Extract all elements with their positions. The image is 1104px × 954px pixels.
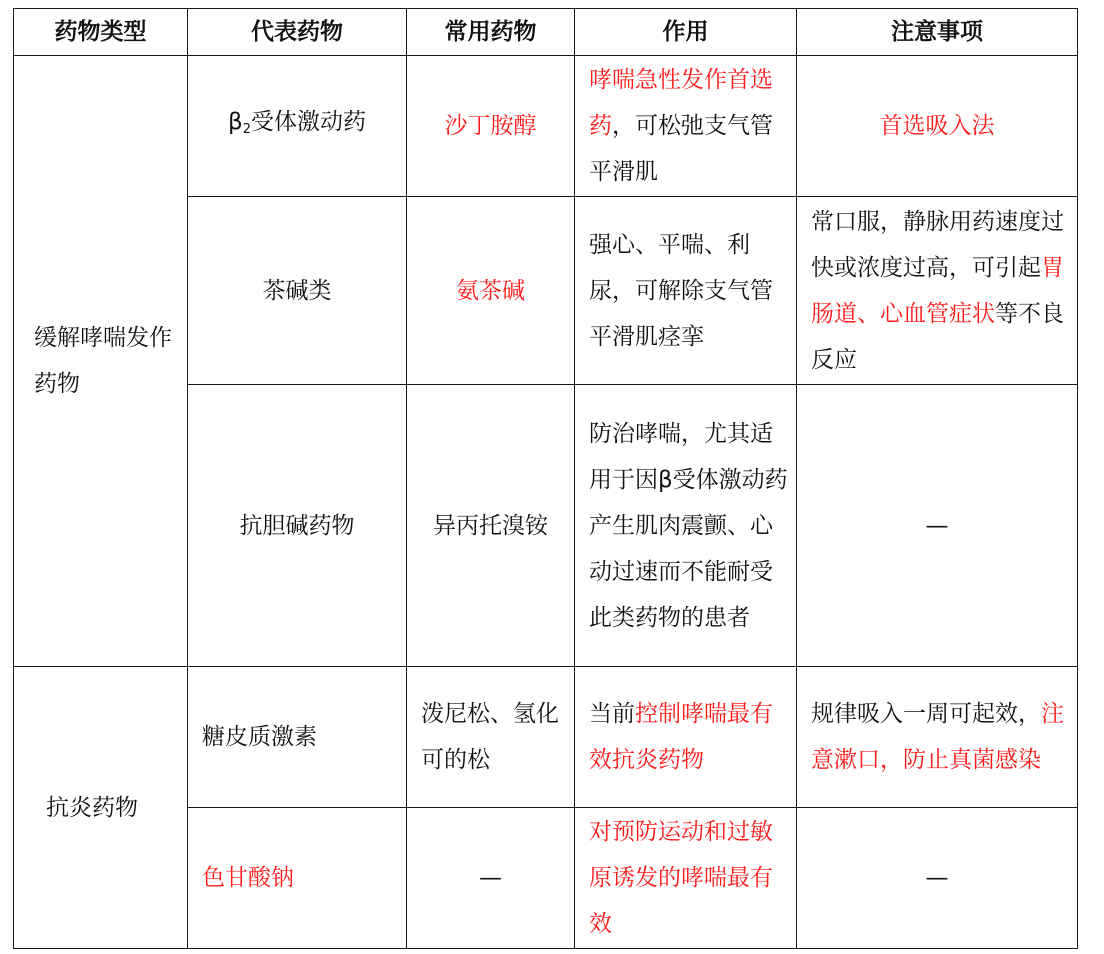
notes-cell [797, 197, 1078, 385]
header-representative-drug: 代表药物 [188, 9, 407, 56]
common-drug-cell: 氨茶碱 [407, 197, 575, 385]
table-row [14, 667, 1078, 808]
notes-text: 常口服，静脉用药速度过快或浓度过高，可引起 [811, 208, 1064, 281]
drug-type-label: 缓解哮喘发作药物 [34, 325, 172, 397]
drug-type-cell [14, 667, 188, 949]
header-drug-type: 药物类型 [14, 9, 188, 56]
common-drug-cell: 异丙托溴铵 [407, 385, 575, 667]
effect-highlight: 哮喘急性发作首选药 [589, 67, 773, 139]
notes-text: 规律吸入一周可起效， [811, 701, 1041, 727]
common-drug-cell: 沙丁胺醇 [407, 56, 575, 197]
common-drug-cell: — [407, 808, 575, 949]
effect-highlight: 控制哮喘最有效抗炎药物 [589, 701, 773, 773]
header-precautions: 注意事项 [797, 9, 1078, 56]
representative-drug-cell: 抗胆碱药物 [188, 385, 407, 667]
effect-text: ，可松弛支气管平滑肌 [589, 113, 773, 185]
rep-subscript: 2 [242, 122, 251, 137]
header-common-drug: 常用药物 [407, 9, 575, 56]
effect-cell: 对预防运动和过敏原诱发的哮喘最有效 [575, 808, 797, 949]
common-drug-cell: 泼尼松、氢化可的松 [407, 667, 575, 808]
notes-highlight: 注意漱口，防止真菌感染 [811, 701, 1064, 773]
table-row [14, 56, 1078, 197]
notes-cell: — [797, 385, 1078, 667]
effect-cell [575, 667, 797, 808]
effect-text: 当前 [589, 701, 635, 727]
representative-drug-cell [188, 56, 407, 197]
notes-cell: 首选吸入法 [797, 56, 1078, 197]
notes-cell [797, 667, 1078, 808]
drug-type-label: 抗炎药物 [46, 794, 138, 821]
drug-type-cell [14, 56, 188, 667]
effect-cell [575, 56, 797, 197]
notes-text-post: 等不良反应 [811, 300, 1064, 373]
rep-suffix: 受体激动药 [250, 109, 366, 135]
representative-drug-cell: 茶碱类 [188, 197, 407, 385]
notes-cell: — [797, 808, 1078, 949]
representative-drug-cell: 糖皮质激素 [188, 667, 407, 808]
rep-prefix: β [228, 109, 243, 135]
notes-highlight: 胃肠道、心血管症状 [811, 254, 1064, 327]
effect-cell: 强心、平喘、利尿，可解除支气管平滑肌痉挛 [575, 197, 797, 385]
representative-drug-cell: 色甘酸钠 [188, 808, 407, 949]
header-row [14, 9, 1078, 56]
effect-cell: 防治哮喘，尤其适用于因β受体激动药产生肌肉震颤、心动过速而不能耐受此类药物的患者 [575, 385, 797, 667]
drug-table [13, 8, 1078, 949]
header-effect: 作用 [575, 9, 797, 56]
